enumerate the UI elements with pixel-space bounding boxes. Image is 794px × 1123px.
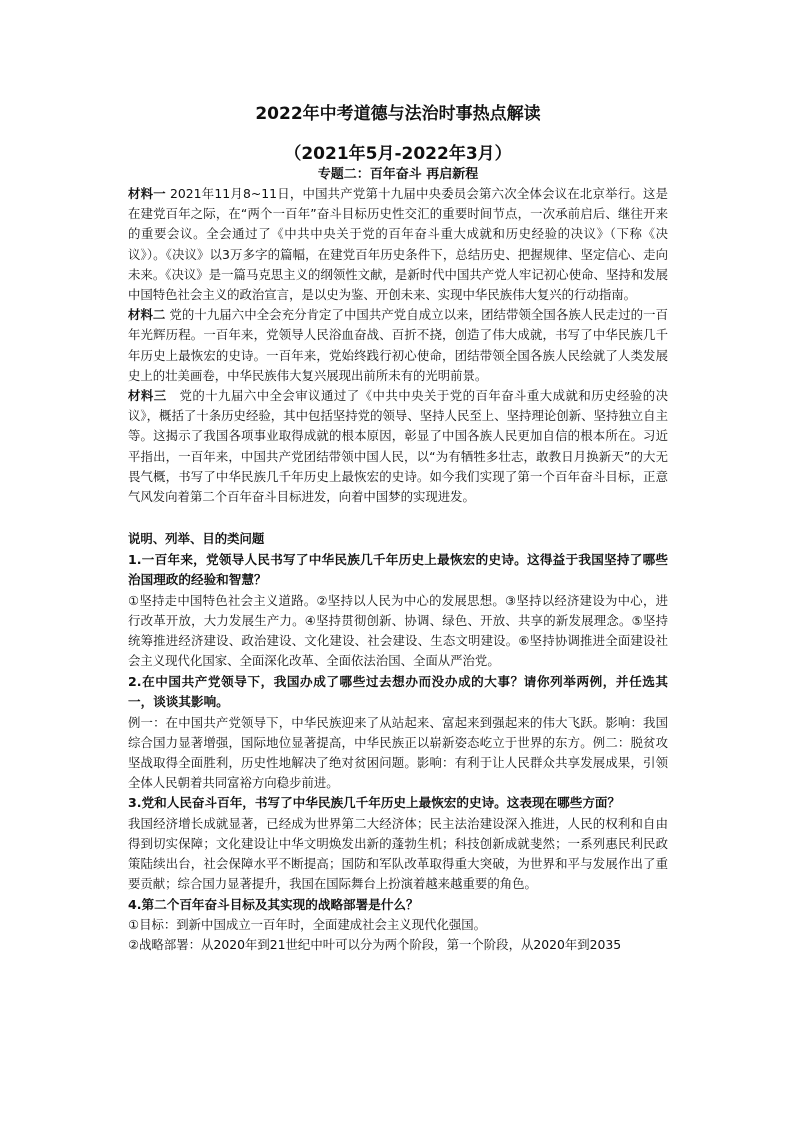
section-spacer [128, 507, 668, 529]
material-label: 材料二 [128, 307, 166, 323]
question-2: 2.在中国共产党领导下，我国办成了哪些过去想办而没办成的大事？请你列举两例，并任选其一，谈谈其影响。 [128, 673, 668, 710]
section-heading: 说明、列举、目的类问题 [128, 531, 265, 547]
document-page [128, 100, 668, 956]
material-text: 2021年11月8~11日，中国共产党第十九届中央委员会第六次全体会议在北京举行。这是在建党百年之际，在“两个一百年”奋斗目标历史性交汇的重要时间节点，一次承前启后、继往开来的重要会议。全会通过了《中共中央关于党的百年奋斗重大成就和历史经验的决议》（下称《决议》）。《决议》以3万多字的篇幅，在建党百年历史条件下，总结历史、把握规律、坚定信心、走向未来。《决议》是一篇马克思主义的纲领性文献，是新时代中国共产党人牢记初心使命、坚持和发展中国特色社会主义的政治宣言，是以史为鉴、开创未来、实现中华民族伟大复兴的行动指南。 [128, 186, 668, 303]
question-1: 1.一百年来，党领导人民书写了中华民族几千年历史上最恢宏的史诗。这得益于我国坚持了哪些治国理政的经验和智慧？ [128, 551, 668, 588]
document-title: 2022年中考道德与法治时事热点解读 [255, 104, 541, 124]
material-label: 材料三 [128, 388, 167, 404]
material-text: 党的十九届六中全会充分肯定了中国共产党自成立以来，团结带领全国各族人民走过的一百年光辉历程。一百年来，党领导人民浴血奋战、百折不挠，创造了伟大成就，书写了中华民族几千年历史上最恢宏的史诗。一百年来，党始终践行初心使命，团结带领全国各族人民绘就了人类发展史上的壮美画卷，中华民族伟大复兴展现出前所未有的光明前景。 [128, 307, 668, 383]
answer-1: ①坚持走中国特色社会主义道路。②坚持以人民为中心的发展思想。③坚持以经济建设为中心，进行改革开放，大力发展生产力。④坚持贯彻创新、协调、绿色、开放、共享的新发展理念。⑤坚持统筹推进经济建设、政治建设、文化建设、社会建设、生态文明建设。⑥坚持协调推进全面建设社会主义现代化国家、全面深化改革、全面依法治国、全面从严治党。 [128, 592, 668, 669]
material-3 [128, 386, 668, 507]
date-range: （2021年5月-2022年3月） [284, 144, 512, 164]
material-label: 材料一 [128, 186, 166, 201]
material-1 [128, 184, 668, 305]
answer-2: 例一：在中国共产党领导下，中华民族迎来了从站起来、富起来到强起来的伟大飞跃。影响：我国综合国力显著增强，国际地位显著提高，中华民族正以崭新姿态屹立于世界的东方。例二：脱贫攻坚战取得全面胜利，历史性地解决了绝对贫困问题。影响：有利于让人民群众共享发展成果，引领全体人民朝着共同富裕方向稳步前进。 [128, 714, 668, 791]
question-3: 3.党和人民奋斗百年，书写了中华民族几千年历史上最恢宏的史诗。这表现在哪些方面？ [128, 795, 621, 811]
material-2 [128, 305, 668, 386]
material-text: 党的十九届六中全会审议通过了《中共中央关于党的百年奋斗重大成就和历史经验的决议》，概括了十条历史经验，其中包括坚持党的领导、坚持人民至上、坚持理论创新、坚持独立自主等。这揭示了我国各项事业取得成就的根本原因，彰显了中国各族人民更加自信的根本所在。习近平指出，一百年来，中国共产党团结带领中国人民，以“为有牺牲多壮志，敢教日月换新天”的大无畏气概，书写了中华民族几千年历史上最恢宏的史诗。如今我们实现了第一个百年奋斗目标，正意气风发向着第二个百年奋斗目标进发，向着中国梦的实现进发。 [128, 388, 669, 505]
answer-4-line-1: ①目标：到新中国成立一百年时，全面建成社会主义现代化强国。 [128, 917, 487, 933]
question-4: 4.第二个百年奋斗目标及其实现的战略部署是什么？ [128, 896, 419, 912]
answer-4-line-2: ②战略部署：从2020年到21世纪中叶可以分为两个阶段，第一个阶段，从2020年到2035 [128, 937, 622, 953]
topic-heading: 专题二：百年奋斗 再启新程 [317, 167, 479, 182]
answer-3: 我国经济增长成就显著，已经成为世界第二大经济体；民主法治建设深入推进，人民的权利和自由得到切实保障；文化建设让中华文明焕发出新的蓬勃生机；科技创新成就斐然；一系列惠民利民政策陆续出台，社会保障水平不断提高；国防和军队改革取得重大突破，为世界和平与发展作出了重要贡献；综合国力显著提升，我国在国际舞台上扮演着越来越重要的角色。 [128, 815, 668, 892]
